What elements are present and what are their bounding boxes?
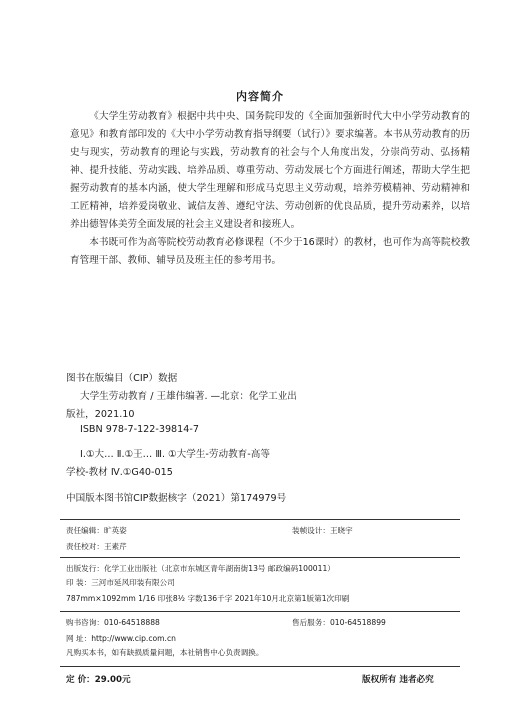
divider-top — [60, 519, 460, 520]
cip-line-2: 版社，2021.10 — [66, 409, 135, 420]
intro-paragraph-2: 本书既可作为高等院校劳动教育必修课程（不少于16课时）的教材，也可作为高等院校教育管理干部、教师、辅导员及班主任的参考用书。 — [70, 237, 470, 266]
website: 网 址：http://www.cip.com.cn — [66, 634, 176, 643]
divider-4 — [60, 666, 460, 667]
price: 定 价：29.00元 — [66, 675, 131, 685]
book-specs: 787mm×1092mm 1/16 印张8½ 字数136千字 2021年10月北京第1版第1次印刷 — [66, 594, 350, 603]
divider-3 — [60, 611, 460, 612]
intro-paragraph-1: 《大学生劳动教育》根据中共中央、国务院印发的《全面加强新时代大中小学劳动教育的意见》和教育部印发的《大中小学劳动教育指导纲要（试行）》要求编著。本书从劳动教育的历史与现实，劳动教育的理论与实践，劳动教育的社会与个人角度出发，分崇尚劳动、弘扬精神、提升技能、劳动实践、培养品质、尊重劳动、劳动发展七个方面进行阐述，帮助大学生把握劳动教育的基本内涵，使大学生理解和形成马克思主义劳动观，培养劳模精神、劳动精神和工匠精神，培养爱岗敬业、诚信友善、遵纪守法、劳动创新的优良品质，提升劳动素养，以培养出德智体美劳全面发展的社会主义建设者和接班人。 — [70, 111, 470, 230]
rights-notice: 版权所有 违者必究 — [362, 675, 434, 685]
credit-editor: 责任编辑：旷英姿 — [66, 526, 127, 535]
service-contact: 售后服务：010-64518899 — [292, 618, 386, 627]
cip-isbn: ISBN 978-7-122-39814-7 — [80, 424, 199, 435]
credit-proofreader: 责任校对：王素芹 — [66, 542, 127, 551]
cip-classification-1: Ⅰ.①大… Ⅱ.①王… Ⅲ. ①大学生-劳动教育-高等 — [80, 449, 270, 460]
printer-info: 印 装：三河市延风印装有限公司 — [66, 578, 175, 587]
purchase-contact: 购书咨询：010-64518888 — [66, 618, 160, 627]
cip-record-number: 中国版本图书馆CIP数据核字（2021）第174979号 — [66, 493, 287, 504]
divider-2 — [60, 557, 460, 558]
cip-line-1: 大学生劳动教育 / 王雄伟编著. —北京：化学工业出 — [80, 391, 297, 402]
cip-classification-2: 学校-教材 Ⅳ.①G40-015 — [66, 467, 173, 478]
cip-heading: 图书在版编目（CIP）数据 — [66, 373, 178, 384]
credit-design: 装帧设计：王晓宇 — [292, 526, 353, 535]
intro-block — [70, 108, 470, 270]
publisher-info: 出版发行：化学工业出版社（北京市东城区青年湖南街13号 邮政编码100011） — [66, 564, 335, 573]
exchange-note: 凡购买本书，如有缺损质量问题，本社销售中心负责调换。 — [66, 648, 264, 657]
page-title: 内容简介 — [236, 90, 284, 103]
